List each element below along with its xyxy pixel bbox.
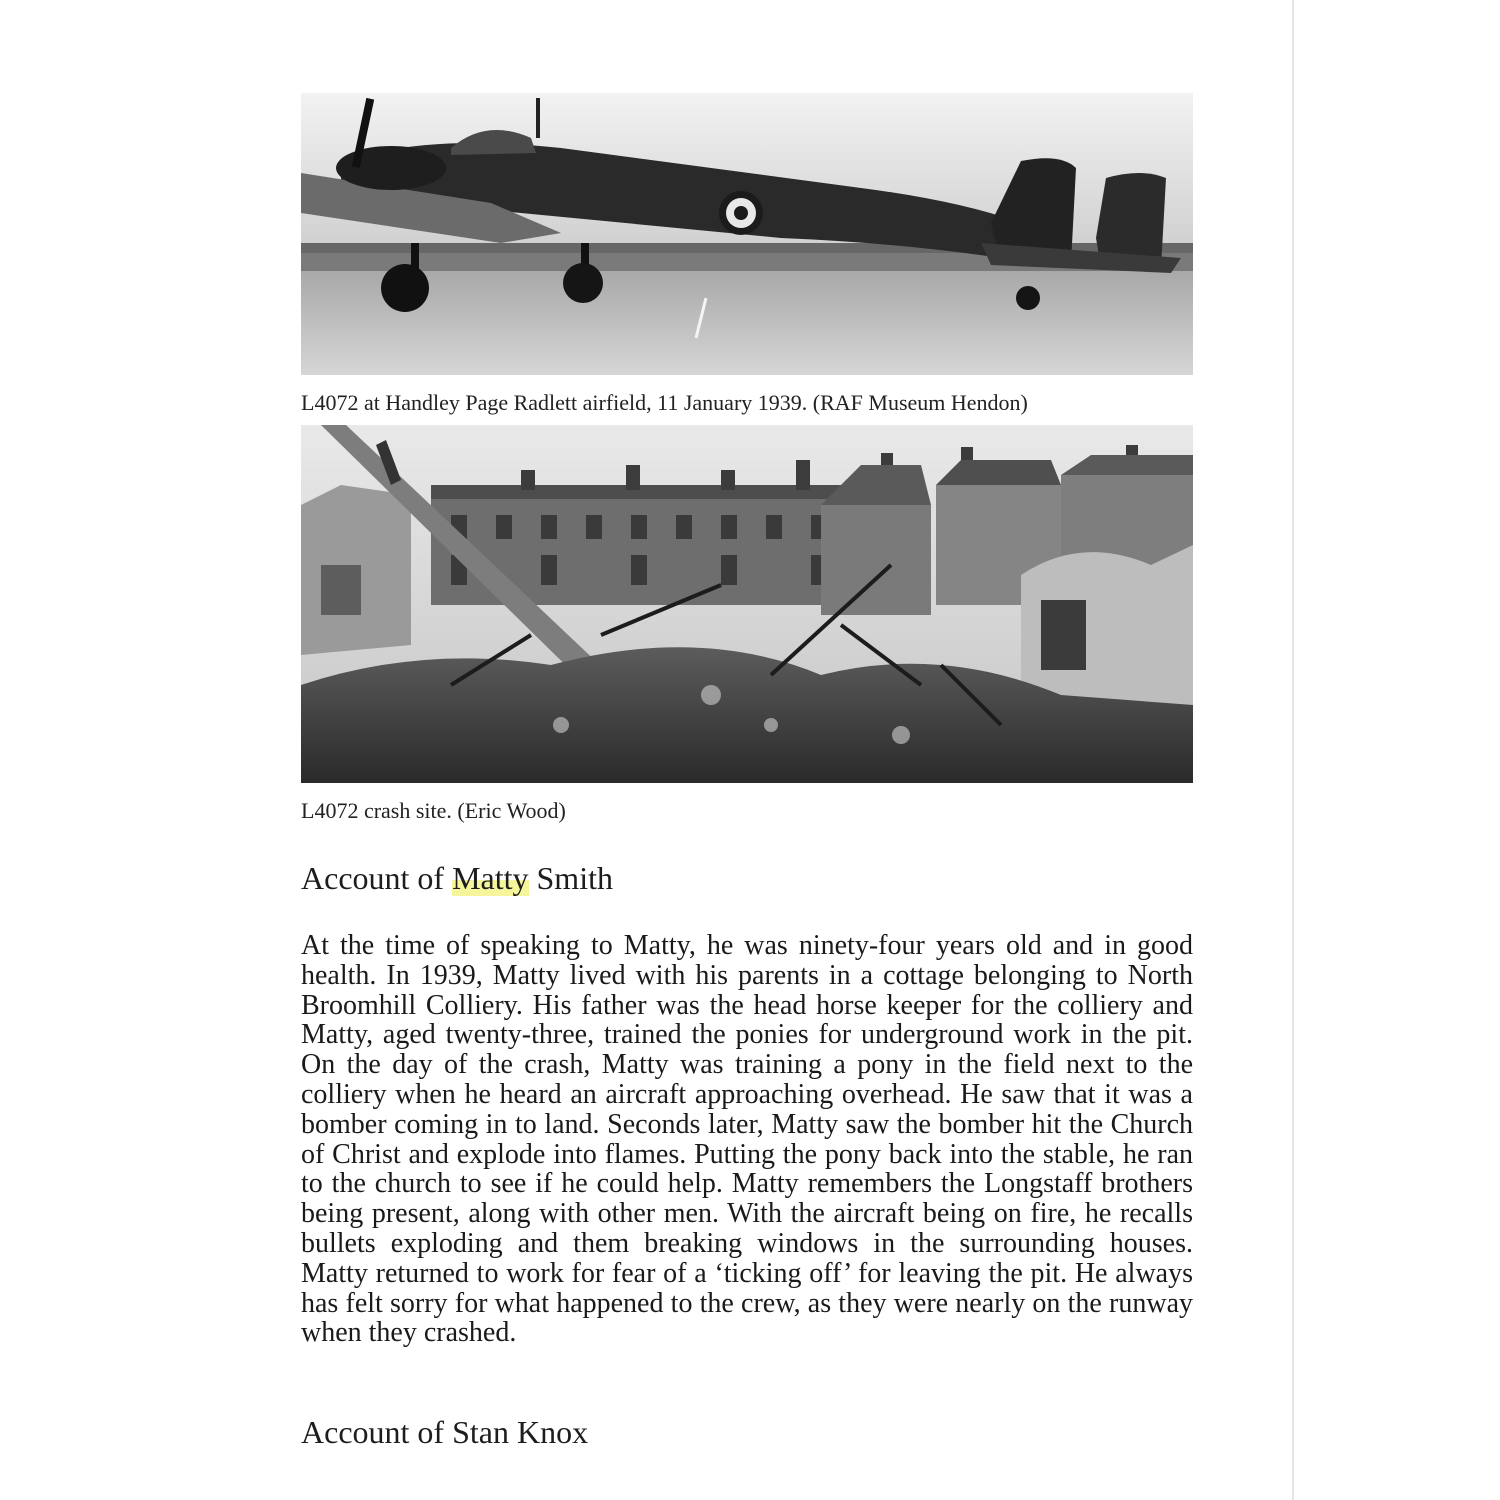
photo-crash-site — [301, 425, 1193, 783]
section-heading-matty-smith — [301, 858, 613, 898]
heading-text-post: Smith — [528, 860, 613, 896]
photo-aircraft — [301, 93, 1193, 375]
photo-caption-crash-site: L4072 crash site. (Eric Wood) — [301, 798, 566, 823]
aircraft-photo-image — [301, 93, 1193, 375]
heading-text-pre: Account of — [301, 860, 453, 896]
highlighted-word[interactable]: Matty — [452, 860, 529, 896]
photo-caption-aircraft: L4072 at Handley Page Radlett airfield, 11 January 1939. (RAF Museum Hendon) — [301, 390, 1028, 415]
crash-site-photo-image — [301, 425, 1193, 783]
page-edge-divider — [1292, 0, 1294, 1500]
section-heading-stan-knox: Account of Stan Knox — [301, 1414, 589, 1450]
section-body-matty-smith: At the time of speaking to Matty, he was ninety-four years old and in good health. In 1939, Matty lived with his parents in a cottage belonging to North Broomhill Colliery. His father was the head horse keeper for the colliery and Matty, aged twenty-three, trained the ponies for underground work in the pit. On the day of the crash, Matty was training a pony in the field next to the colliery when he heard an aircraft approaching overhead. He saw that it was a bomber coming in to land. Seconds later, Matty saw the bomber hit the Church of Christ and explode into flames. Putting the pony back into the stable, he ran to the church to see if he could help. Matty remembers the Longstaff brothers being present, along with other men. With the aircraft being on fire, he recalls bullets exploding and them breaking windows in the surrounding houses. Matty returned to work for fear of a ‘ticking off’ for leaving the pit. He always has felt sorry for what happened to the crew, as they were nearly on the runway when they crashed. — [301, 930, 1193, 1349]
